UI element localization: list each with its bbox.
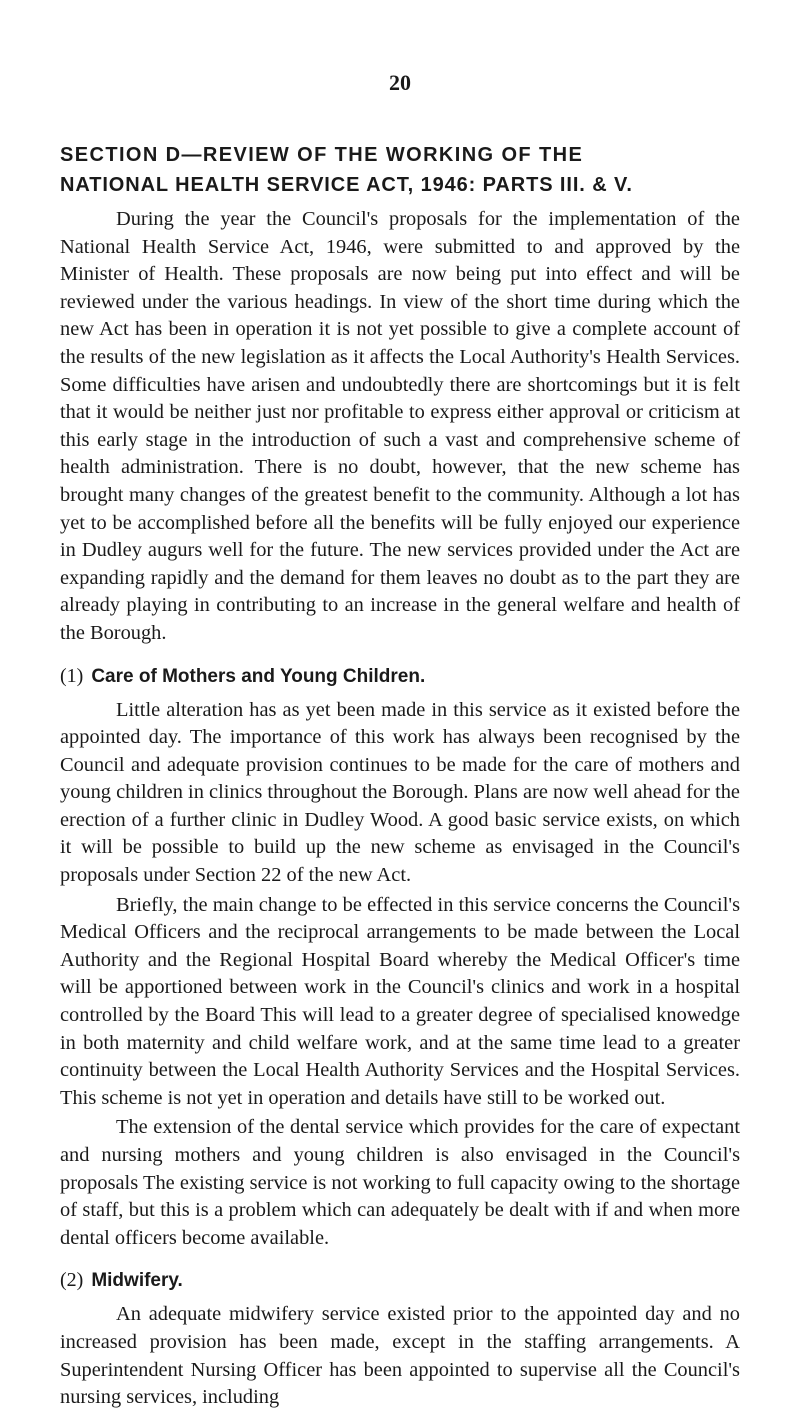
paragraph: The extension of the dental service which provides for the care of expectant and nursing mothers and young children is also envisaged in the Council's proposals The existing service is not working to full capacity owing to the shortage of staff, but this is a problem which can adequately be dealt with if and when more dental officers become available.: [60, 1116, 740, 1249]
subsection-heading-midwifery: [60, 1266, 740, 1295]
section-heading-line-2: NATIONAL HEALTH SERVICE ACT, 1946: PARTS III. & V.: [60, 174, 633, 196]
subsection-heading-mothers-children: [60, 662, 740, 691]
page-number: 20: [389, 70, 411, 95]
paragraph: Briefly, the main change to be effected in this service concerns the Council's Medical Officers and the reciprocal arrangements to be made between the Local Authority and the Regional Hospital Board whereby the Medical Officer's time will be apportioned between work in the Council's clinics and work in a hospital controlled by the Board This will lead to a greater degree of specialised knowedge in both maternity and child welfare work, and at the same time lead to a greater continuity between the Local Health Authority Services and the Hospital Services. This scheme is not yet in operation and details have still to be worked out.: [60, 893, 740, 1109]
subsection-title: Midwifery.: [91, 1270, 183, 1292]
paragraph: An adequate midwifery service existed prior to the appointed day and no increased provision has been made, except in the staffing arrangements. A Superintendent Nursing Officer has been appointed to supervise all the Council's nursing services, including: [60, 1303, 740, 1409]
section-heading: [60, 140, 740, 200]
section-heading-line-1: SECTION D—REVIEW OF THE WORKING OF THE: [60, 144, 584, 166]
paragraph: Little alteration has as yet been made in this service as it existed before the appointed day. The importance of this work has always been recognised by the Council and adequate provision continues to be made for the care of mothers and young children in clinics throughout the Borough. Plans are now well ahead for the erection of a further clinic in Dudley Wood. A good basic service exists, on which it will be possible to build up the new scheme as envisaged in the Council's proposals under Section 22 of the new Act.: [60, 698, 740, 887]
subsection-number: (2): [60, 1269, 84, 1292]
subsection-number: (1): [60, 664, 84, 687]
intro-paragraph: During the year the Council's proposals for the implementation of the National Health Service Act, 1946, were submitted to and approved by the Minister of Health. These proposals are now being put into effect and will be reviewed under the various headings. In view of the short time during which the new Act has been in operation it is not yet possible to give a complete account of the results of the new legislation as it affects the Local Authority's Health Services. Some difficulties have arisen and undoubtedly there are shortcomings but it is felt that it would be neither just nor profitable to express either approval or criticism at this early stage in the introduction of such a vast and comprehensive scheme of health administration. There is no doubt, however, that the new scheme has brought many changes of the greatest benefit to the community. Although a lot has yet to be accomplished before all the benefits will be fully enjoyed our experience in Dudley augurs well for the future. The new services provided under the Act are expanding rapidly and the demand for them leaves no doubt as to the part they are already playing in contributing to an increase in the general welfare and health of the Borough.: [60, 208, 740, 644]
subsection-title: Care of Mothers and Young Children.: [91, 665, 426, 687]
